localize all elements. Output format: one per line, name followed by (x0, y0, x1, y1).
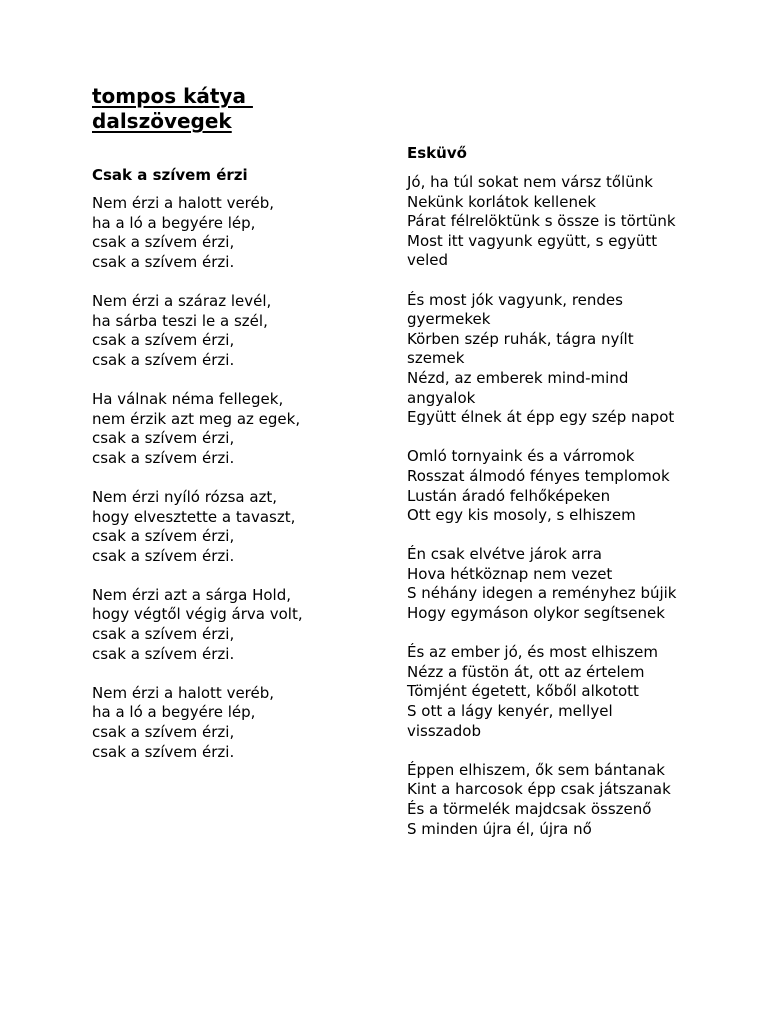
stanza (92, 194, 352, 272)
song-title: Csak a szívem érzi (92, 166, 248, 184)
lyric-line: S minden újra él, újra nő (407, 819, 592, 838)
lyric-line: Ott egy kis mosoly, s elhiszem (407, 506, 636, 525)
lyric-line: csak a szívem érzi, (92, 625, 235, 644)
lyric-line: Kint a harcosok épp csak játszanak (407, 780, 671, 799)
lyric-line: Most itt vagyunk együtt, s együtt veled (407, 231, 658, 270)
lyric-line: Hogy egymáson olykor segítsenek (407, 604, 665, 623)
lyric-line: csak a szívem érzi. (92, 742, 235, 761)
lyric-line: Nem érzi azt a sárga Hold, (92, 585, 292, 604)
stanza (407, 447, 697, 525)
lyric-line: Nem érzi a halott veréb, (92, 683, 275, 702)
song-title: Esküvő (407, 144, 467, 162)
lyric-line: Én csak elvétve járok arra (407, 545, 602, 564)
stanza (407, 173, 697, 271)
lyric-line: csak a szívem érzi. (92, 252, 235, 271)
lyric-line: Együtt élnek át épp egy szép napot (407, 408, 675, 427)
stanza (92, 292, 352, 370)
stanza (407, 761, 697, 839)
lyric-line: Körben szép ruhák, tágra nyílt szemek (407, 329, 634, 368)
lyric-line: csak a szívem érzi. (92, 350, 235, 369)
lyric-line: Tömjént égetett, kőből alkotott (407, 682, 639, 701)
lyric-line: csak a szívem érzi, (92, 331, 235, 350)
lyric-line: Párat félrelöktünk s össze is törtünk (407, 212, 676, 231)
lyric-line: Nézd, az emberek mind-mind angyalok (407, 368, 629, 407)
lyric-line: ha a ló a begyére lép, (92, 213, 256, 232)
lyric-line: Ha válnak néma fellegek, (92, 389, 284, 408)
lyric-line: Rosszat álmodó fényes templomok (407, 466, 670, 485)
lyric-line: Nézz a füstön át, ott az értelem (407, 662, 645, 681)
lyric-line: csak a szívem érzi, (92, 429, 235, 448)
lyric-line: Nem érzi a halott veréb, (92, 194, 275, 212)
lyric-line: csak a szívem érzi. (92, 546, 235, 565)
lyric-line: csak a szívem érzi. (92, 644, 235, 663)
song-lyrics (92, 194, 352, 782)
lyric-line: Omló tornyaink és a várromok (407, 447, 635, 466)
lyric-line: És az ember jó, és most elhiszem (407, 643, 658, 662)
lyric-line: S néhány idegen a reményhez bújik (407, 584, 677, 603)
lyric-line: Nem érzi nyíló rózsa azt, (92, 487, 278, 506)
document-title-line: dalszövegek (92, 109, 232, 133)
lyric-line: Lustán áradó felhőképeken (407, 486, 611, 505)
document-title (92, 84, 322, 134)
lyric-line: csak a szívem érzi. (92, 448, 235, 467)
stanza (92, 586, 352, 664)
lyric-line: hogy végtől végig árva volt, (92, 605, 303, 624)
document-title-line: tompos kátya (92, 84, 253, 108)
stanza (407, 545, 697, 623)
lyric-line: És most jók vagyunk, rendes gyermekek (407, 290, 623, 329)
lyric-line: Éppen elhiszem, ők sem bántanak (407, 760, 665, 779)
stanza (92, 684, 352, 762)
stanza (92, 390, 352, 468)
lyric-line: csak a szívem érzi, (92, 723, 235, 742)
stanza (407, 291, 697, 428)
lyric-line: ha a ló a begyére lép, (92, 703, 256, 722)
lyric-line: hogy elvesztette a tavaszt, (92, 507, 296, 526)
lyric-line: És a törmelék majdcsak összenő (407, 800, 652, 818)
stanza (92, 488, 352, 566)
lyric-line: Jó, ha túl sokat nem vársz tőlünk (407, 173, 653, 191)
lyric-line: Nem érzi a száraz levél, (92, 291, 272, 310)
lyric-line: csak a szívem érzi, (92, 233, 235, 252)
song-lyrics (407, 173, 697, 859)
stanza (407, 643, 697, 741)
lyric-line: ha sárba teszi le a szél, (92, 311, 268, 330)
lyric-line: Hova hétköznap nem vezet (407, 564, 613, 583)
lyric-line: S ott a lágy kenyér, mellyel visszadob (407, 702, 613, 740)
lyric-line: Nekünk korlátok kellenek (407, 192, 596, 211)
lyric-line: csak a szívem érzi, (92, 527, 235, 546)
lyric-line: nem érzik azt meg az egek, (92, 409, 301, 428)
